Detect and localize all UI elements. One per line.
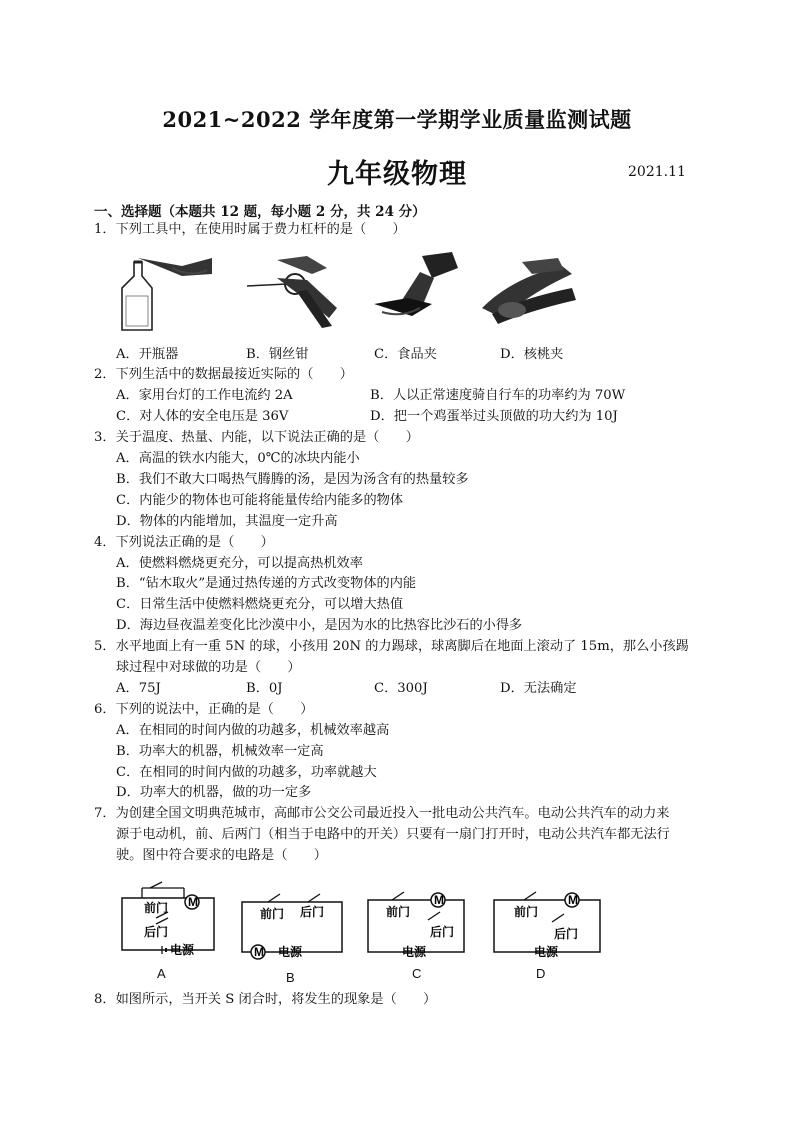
food-tongs-icon xyxy=(374,252,458,316)
svg-text:前门: 前门 xyxy=(386,905,411,919)
circuit-a xyxy=(122,882,214,957)
question-3-option-d[interactable]: D．物体的内能增加，其温度一定升高 xyxy=(116,514,338,529)
question-7-stem-cont: 源于电动机，前、后两门（相当于电路中的开关）只要有一扇门打开时，电动公共汽车都无法行 xyxy=(116,827,670,842)
section-title: 一、选择题（本题共 12 题，每小题 2 分，共 24 分） xyxy=(94,204,426,220)
svg-text:M: M xyxy=(568,893,578,907)
svg-text:前门: 前门 xyxy=(514,905,539,919)
circuit-c xyxy=(368,892,464,959)
svg-text:电源: 电源 xyxy=(402,945,427,959)
svg-text:后门: 后门 xyxy=(300,905,325,919)
question-4-option-c[interactable]: C．日常生活中使燃料燃烧更充分，可以增大热值 xyxy=(116,597,404,612)
svg-text:后门: 后门 xyxy=(144,925,169,939)
question-7-circuits xyxy=(118,880,608,980)
question-7-stem-cont2: 驶。图中符合要求的电路是（ ） xyxy=(116,848,327,863)
question-3-option-c[interactable]: C．内能少的物体也可能将能量传给内能多的物体 xyxy=(116,493,404,508)
page-title: 2021~2022 学年度第一学期学业质量监测试题 xyxy=(162,107,632,132)
pliers-icon xyxy=(247,256,337,328)
question-6-stem: 6．下列的说法中，正确的是（ ） xyxy=(94,702,314,717)
svg-text:前门: 前门 xyxy=(260,907,285,921)
question-2-stem: 2．下列生活中的数据最接近实际的（ ） xyxy=(94,367,353,382)
question-5-stem-cont: 球过程中对球做的功是（ ） xyxy=(116,660,301,675)
question-6-option-b[interactable]: B．功率大的机器，机械效率一定高 xyxy=(116,744,324,759)
question-5-option-d[interactable]: D．无法确定 xyxy=(500,681,577,696)
question-4-option-b[interactable]: B．“钻木取火”是通过热传递的方式改变物体的内能 xyxy=(116,576,417,591)
question-3-stem: 3．关于温度、热量、内能，以下说法正确的是（ ） xyxy=(94,430,419,445)
question-1-option-b[interactable]: B．钢丝钳 xyxy=(246,347,309,362)
question-5-option-b[interactable]: B．0J xyxy=(246,681,283,696)
question-4-option-a[interactable]: A．使燃料燃烧更充分，可以提高热机效率 xyxy=(116,556,363,571)
question-1-stem: 1．下列工具中，在使用时属于费力杠杆的是（ ） xyxy=(94,222,406,237)
question-6-option-a[interactable]: A．在相同的时间内做的功越多，机械效率越高 xyxy=(116,723,390,738)
question-1-option-a[interactable]: A．开瓶器 xyxy=(116,347,179,362)
svg-text:M: M xyxy=(434,893,444,907)
question-1-figures xyxy=(112,248,592,338)
motor-icon: M xyxy=(188,895,198,909)
exam-date: 2021.11 xyxy=(628,164,686,180)
question-2-option-d[interactable]: D．把一个鸡蛋举过头顶做的功大约为 10J xyxy=(370,409,618,424)
svg-text:电源: 电源 xyxy=(278,945,303,959)
question-6-option-d[interactable]: D．功率大的机器，做的功一定多 xyxy=(116,785,312,800)
question-5-option-c[interactable]: C．300J xyxy=(374,681,428,696)
svg-text:电源: 电源 xyxy=(534,945,559,959)
svg-text:后门: 后门 xyxy=(554,927,579,941)
circuit-label-c[interactable]: C xyxy=(412,966,422,981)
svg-text:后门: 后门 xyxy=(430,925,455,939)
question-5-stem: 5．水平地面上有一重 5N 的球，小孩用 20N 的力踢球，球离脚后在地面上滚动了 15m，那么小孩踢 xyxy=(94,639,689,654)
circuit-b xyxy=(242,894,342,959)
question-3-option-a[interactable]: A．高温的铁水内能大，0℃的冰块内能小 xyxy=(116,451,360,466)
question-7-stem: 7．为创建全国文明典范城市，高邮市公交公司最近投入一批电动公共汽车。电动公共汽车的动力来 xyxy=(94,806,670,821)
svg-text:前门: 前门 xyxy=(144,901,169,915)
subject-title: 九年级物理 xyxy=(327,159,467,190)
walnut-cracker-icon xyxy=(482,258,576,324)
question-1-option-d[interactable]: D．核桃夹 xyxy=(500,347,564,362)
question-2-option-b[interactable]: B．人以正常速度骑自行车的功率约为 70W xyxy=(370,388,626,403)
circuit-label-d[interactable]: D xyxy=(536,966,546,981)
question-5-option-a[interactable]: A．75J xyxy=(116,681,161,696)
question-1-option-c[interactable]: C．食品夹 xyxy=(374,347,437,362)
question-3-option-b[interactable]: B．我们不敢大口喝热气腾腾的汤，是因为汤含有的热量较多 xyxy=(116,472,469,487)
question-2-option-a[interactable]: A．家用台灯的工作电流约 2A xyxy=(116,388,293,403)
bottle-opener-icon xyxy=(122,258,212,330)
circuit-d xyxy=(494,892,600,959)
question-4-stem: 4．下列说法正确的是（ ） xyxy=(94,535,274,550)
question-2-option-c[interactable]: C．对人体的安全电压是 36V xyxy=(116,409,289,424)
circuit-label-b[interactable]: B xyxy=(286,970,295,985)
question-8-stem: 8．如图所示，当开关 S 闭合时，将发生的现象是（ ） xyxy=(94,992,437,1007)
svg-text:M: M xyxy=(254,945,264,959)
circuit-label-a[interactable]: A xyxy=(157,966,166,981)
question-6-option-c[interactable]: C．在相同的时间内做的功越多，功率就越大 xyxy=(116,765,377,780)
question-4-option-d[interactable]: D．海边昼夜温差变化比沙漠中小，是因为水的比热容比沙石的小得多 xyxy=(116,618,523,633)
svg-text:电源: 电源 xyxy=(170,943,195,957)
